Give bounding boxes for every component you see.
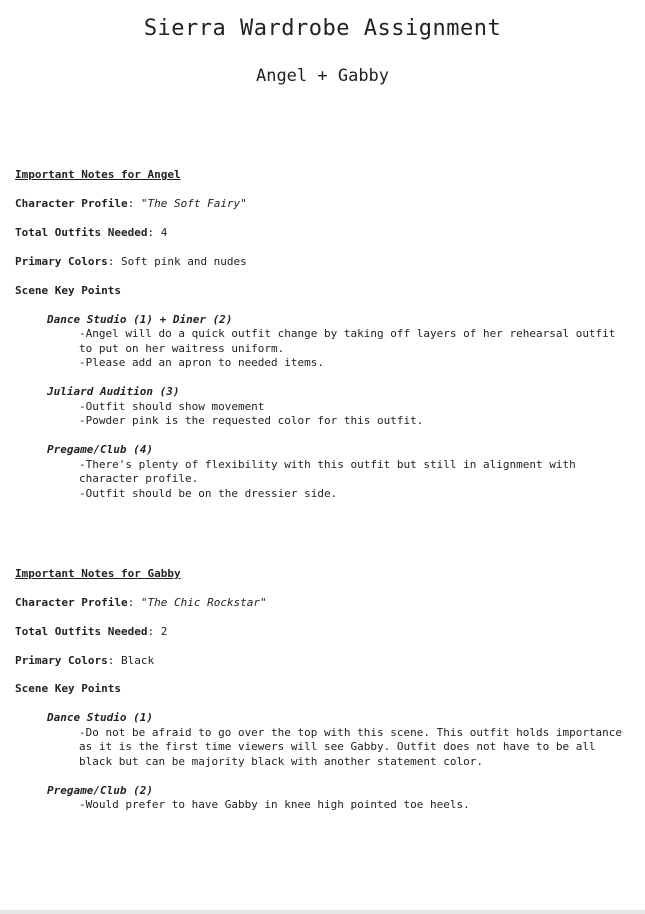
gabby-colors-label: Primary Colors [15, 654, 108, 667]
angel-scene-label: Scene Key Points [15, 284, 121, 297]
angel-scene-1-name: Dance Studio (1) + Diner (2) [47, 313, 233, 326]
gabby-outfits-value: 2 [160, 625, 168, 638]
gabby-profile-label: Character Profile [15, 596, 128, 609]
angel-outfits-label: Total Outfits Needed [15, 226, 148, 239]
gabby-outfits-label: Total Outfits Needed [15, 625, 148, 638]
angel-outfits-value: 4 [160, 226, 168, 239]
angel-profile: Character Profile: "The Soft Fairy" [15, 197, 247, 210]
page-title: Sierra Wardrobe Assignment [143, 16, 502, 41]
angel-colors: Primary Colors: Soft pink and nudes [15, 255, 247, 268]
angel-heading: Important Notes for Angel [15, 168, 181, 181]
page-subtitle: Angel + Gabby [255, 66, 390, 86]
angel-scene-3-note-1: -There's plenty of flexibility with this outfit but still in alignment with [79, 457, 576, 471]
angel-scene-3-note-2: character profile. [79, 472, 199, 485]
gabby-heading: Important Notes for Gabby [15, 567, 181, 580]
gabby-scene-1-note-1: -Do not be afraid to go over the top with this scene. This outfit holds importance [79, 725, 623, 739]
gabby-scene-2-note-1: -Would prefer to have Gabby in knee high pointed toe heels. [79, 798, 470, 811]
angel-scene-2-name: Juliard Audition (3) [47, 385, 180, 398]
gabby-scene-1-note-3: black but can be majority black with another statement color. [79, 754, 483, 768]
gabby-scene-2-name: Pregame/Club (2) [47, 783, 153, 797]
angel-scene-1-note-1: -Angel will do a quick outfit change by taking off layers of her rehearsal outfit [79, 327, 616, 340]
gabby-scene-label: Scene Key Points [15, 682, 121, 695]
angel-profile-label: Character Profile [15, 197, 128, 210]
gabby-colors-value: Black [120, 654, 155, 667]
angel-scene-1-note-2: to put on her waitress uniform. [79, 341, 285, 355]
angel-scene-3-note-3: -Outfit should be on the dressier side. [79, 486, 338, 500]
angel-scene-3-name: Pregame/Club (4) [47, 443, 153, 456]
gabby-scene-1-name: Dance Studio (1) [47, 711, 153, 724]
gabby-profile-value: "The Chic Rockstar" [140, 596, 267, 609]
gabby-profile: Character Profile: "The Chic Rockstar" [15, 596, 267, 609]
angel-profile-value: "The Soft Fairy" [140, 197, 247, 210]
angel-colors-value: Soft pink and nudes [120, 255, 247, 268]
angel-scene-2-note-2: -Powder pink is the requested color for this outfit. [79, 414, 424, 427]
gabby-scene-1-note-2: as it is the first time viewers will see Gabby. Outfit does not have to be all [79, 740, 596, 753]
gabby-outfits: Total Outfits Needed: 2 [15, 625, 168, 638]
page-bottom-edge [0, 910, 645, 914]
angel-scene-2-note-1: -Outfit should show movement [79, 399, 265, 413]
angel-scene-1-note-3: -Please add an apron to needed items. [79, 356, 325, 369]
angel-outfits: Total Outfits Needed: 4 [15, 226, 168, 239]
gabby-colors: Primary Colors: Black [15, 654, 155, 667]
angel-colors-label: Primary Colors [15, 255, 108, 268]
